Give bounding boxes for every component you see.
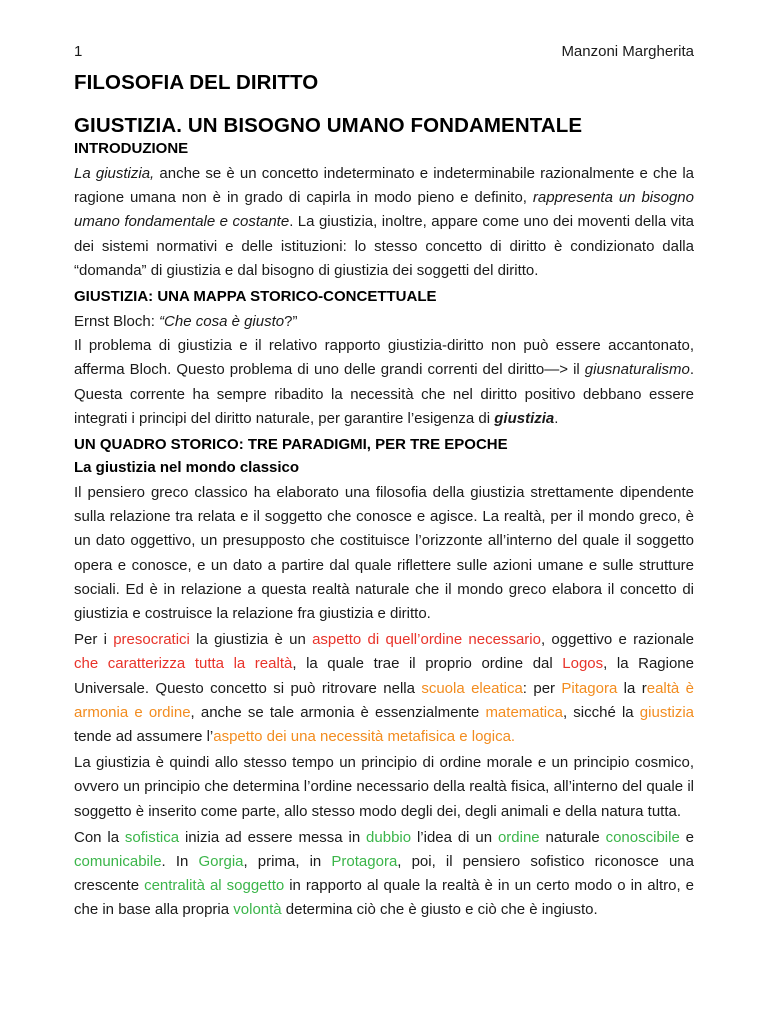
text-run: inizia ad essere messa in bbox=[179, 828, 367, 846]
highlight-orange: ealtà è armonia e ordine bbox=[74, 679, 694, 721]
intro-italic-3: rappresenta un bisogno umano fondamentale e costante bbox=[74, 189, 694, 231]
classico-paragraph: Il pensiero greco classico ha elaborato una filosofia della giustizia strettamente dipendente sulla relazione tra relata e il soggetto che conosce e agisce. La realtà, per il mondo greco, è un dato oggettivo, un presupposto che costituisce l’orizzonte all’interno del quale il soggetto opera e conosce, e un dato a partire dal quale riflettere sulle azioni umane e sulle strutture sociali. Ed è in relazione a questa realtà naturale che il mondo greco elabora il concetto di giustizia e costruisce la relazione fra giustizia e diritto. bbox=[74, 484, 694, 623]
section-heading-quadro: UN QUADRO STORICO: TRE PARADIGMI, PER TRE EPOCHE bbox=[74, 436, 508, 454]
highlight-orange: aspetto dei una necessità metafisica e logica. bbox=[213, 728, 516, 746]
highlight-green: centralità al soggetto bbox=[144, 877, 285, 895]
highlight-green: dubbio bbox=[366, 828, 412, 846]
bloch-lead: Ernst Bloch: bbox=[74, 313, 160, 331]
highlight-orange: Pitagora bbox=[561, 679, 618, 697]
text-run: la giustizia è un bbox=[189, 631, 313, 649]
subsection-heading-classico: La giustizia nel mondo classico bbox=[74, 459, 300, 477]
bloch-tail: ?” bbox=[284, 313, 298, 331]
intro-paragraph bbox=[74, 162, 694, 283]
highlight-green: Gorgia bbox=[198, 853, 244, 871]
topic-title: GIUSTIZIA. UN BISOGNO UMANO FONDAMENTALE bbox=[74, 114, 583, 137]
text-run: , sicché la bbox=[562, 703, 640, 721]
intro-text-2: anche se è un concetto indeterminato e indeterminabile razionalmente e che la ragione umana non è in grado di capirla in modo pieno e definito, bbox=[74, 165, 695, 207]
text-run: Per i bbox=[74, 631, 114, 649]
section-heading-intro: INTRODUZIONE bbox=[74, 140, 189, 157]
highlight-green: volontà bbox=[233, 901, 282, 919]
problema-bold-italic-4: giustizia bbox=[494, 409, 555, 427]
intro-italic-1: La giustizia, bbox=[74, 165, 155, 182]
text-run: la r bbox=[617, 679, 647, 697]
highlight-red: Logos bbox=[562, 655, 604, 673]
bloch-quote: “Che cosa è giusto bbox=[159, 313, 285, 331]
highlight-green: Protagora bbox=[331, 853, 398, 871]
presocratici-paragraph bbox=[74, 628, 694, 749]
highlight-green: ordine bbox=[497, 828, 540, 846]
document-title: FILOSOFIA DEL DIRITTO bbox=[74, 71, 319, 94]
text-run: , anche se tale armonia è essenzialmente bbox=[190, 703, 486, 721]
text-run: in rapporto al quale la realtà è in un certo modo o in altro, e che in base alla propria bbox=[74, 877, 694, 919]
text-run: , oggettivo e razionale bbox=[540, 631, 694, 649]
highlight-orange: scuola eleatica bbox=[421, 679, 523, 697]
cosmico-paragraph: La giustizia è quindi allo stesso tempo un principio di ordine morale e un principio cosmico, ovvero un principio che determina l’ordine necessario della realtà fisica, all’interno del quale il soggetto è inserito come parte, allo stesso modo degli dei, degli animali e della natura tutta. bbox=[74, 754, 694, 820]
page-header bbox=[74, 0, 694, 60]
highlight-red: presocratici bbox=[113, 631, 190, 649]
text-run: , la quale trae il proprio ordine dal bbox=[292, 655, 563, 673]
highlight-green: sofistica bbox=[124, 828, 180, 846]
highlight-red: che caratterizza tutta la realtà bbox=[74, 655, 293, 673]
problema-text-5: . bbox=[554, 409, 559, 427]
intro-text-4: . La giustizia, inoltre, appare come uno dei moventi della vita dei sistemi normativi e delle istituzioni: lo stesso concetto di diritto è condizionato dalla “domanda” di giustizia e dal bisogno di giustizia dei soggetti del diritto. bbox=[74, 213, 694, 279]
problema-italic-2: giusnaturalismo bbox=[584, 361, 690, 379]
highlight-orange: matematica bbox=[485, 703, 563, 721]
highlight-green: conoscibile bbox=[605, 828, 680, 846]
sofistica-paragraph bbox=[74, 826, 694, 923]
highlight-orange: giustizia bbox=[639, 703, 694, 721]
text-run: : per bbox=[522, 679, 562, 697]
problema-text-1: Il problema di giustizia e il relativo rapporto giustizia-diritto non può essere accantonato, afferma Bloch. Questo problema di uno delle grandi correnti del diritto—> il bbox=[74, 337, 694, 379]
text-run: l’idea di un bbox=[411, 828, 498, 846]
author-name: Manzoni Margherita bbox=[561, 43, 694, 60]
document-page bbox=[74, 0, 694, 923]
highlight-red: aspetto di quell’ordine necessario bbox=[312, 631, 541, 649]
section-heading-mappa: GIUSTIZIA: UNA MAPPA STORICO-CONCETTUALE bbox=[74, 288, 437, 306]
highlight-green: comunicabile bbox=[74, 853, 162, 871]
text-run: , poi, il pensiero sofistico riconosce una crescente bbox=[74, 853, 694, 895]
text-run: e bbox=[679, 828, 695, 846]
text-run: determina ciò che è giusto e ciò che è ingiusto. bbox=[281, 901, 598, 919]
text-run: . In bbox=[161, 853, 199, 871]
problema-text-3: . Questa corrente ha sempre ribadito la necessità che nel diritto positivo debbano essere integrati i principi del diritto naturale, per garantire l’esigenza di bbox=[74, 361, 694, 427]
page-number: 1 bbox=[74, 43, 83, 60]
text-run: naturale bbox=[539, 828, 606, 846]
text-run: , prima, in bbox=[243, 853, 332, 871]
text-run: Con la bbox=[74, 828, 125, 846]
problema-paragraph bbox=[74, 334, 694, 431]
text-run: tende ad assumere l’ bbox=[74, 728, 214, 746]
text-run: , la Ragione Universale. Questo concetto si può ritrovare nella bbox=[74, 655, 694, 697]
bloch-quote-line bbox=[74, 310, 694, 334]
